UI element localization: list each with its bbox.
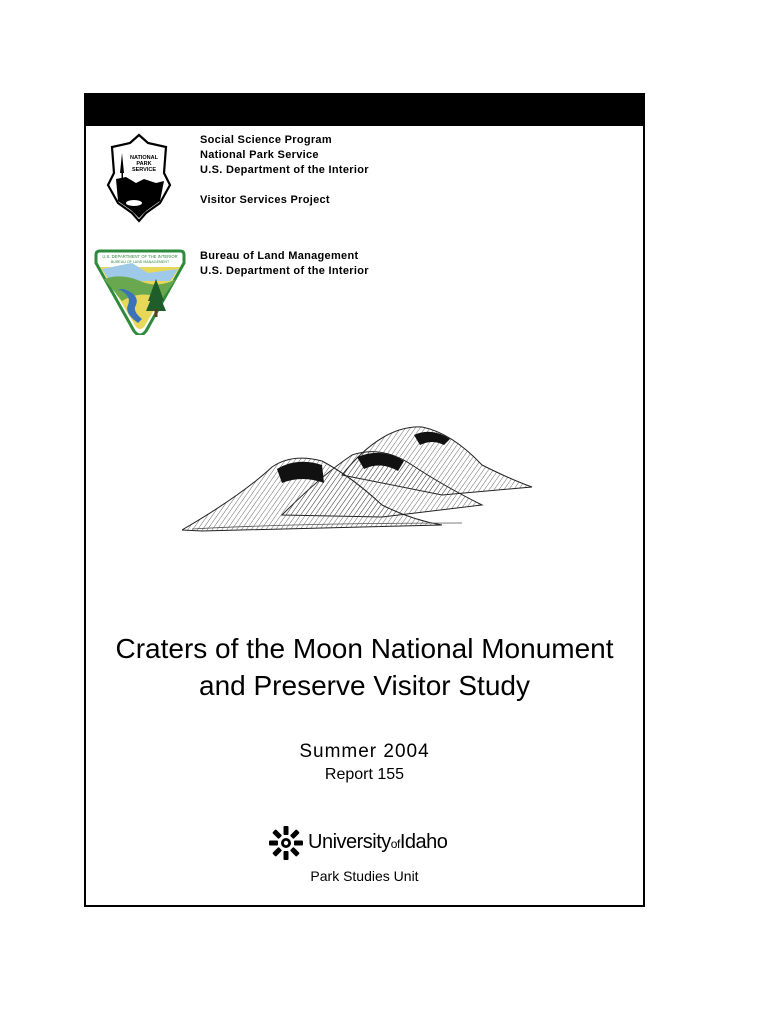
svg-text:SERVICE: SERVICE	[131, 167, 157, 173]
report-title	[86, 630, 643, 704]
svg-text:PARK: PARK	[136, 161, 152, 167]
svg-text:U.S. DEPARTMENT OF THE INTERIO: U.S. DEPARTMENT OF THE INTERIOR	[102, 254, 178, 259]
svg-text:BUREAU OF LAND MANAGEMENT: BUREAU OF LAND MANAGEMENT	[110, 260, 170, 264]
nps-agency-block	[200, 133, 369, 178]
university-name-part2: Idaho	[399, 831, 448, 853]
title-line-2: and Preserve Visitor Study	[199, 670, 530, 701]
university-sunburst-icon	[268, 825, 304, 861]
university-of-idaho-logo	[268, 825, 458, 865]
blm-line-2: U.S. Department of the Interior	[200, 265, 369, 277]
nps-line-2: National Park Service	[200, 149, 319, 161]
blm-logo	[92, 249, 188, 335]
svg-text:NATIONAL: NATIONAL	[129, 155, 159, 161]
park-studies-unit: Park Studies Unit	[310, 868, 419, 884]
season: Summer 2004	[299, 741, 430, 762]
university-name-part1: University	[308, 831, 391, 853]
nps-line-3: U.S. Department of the Interior	[200, 164, 369, 176]
blm-agency-block	[200, 249, 369, 279]
project-name: Visitor Services Project	[200, 194, 330, 206]
cover-frame	[84, 93, 645, 907]
report-number: Report 155	[324, 766, 405, 783]
blm-line-1: Bureau of Land Management	[200, 250, 359, 262]
university-name	[308, 831, 447, 854]
top-black-bar	[86, 95, 643, 126]
nps-line-1: Social Science Program	[200, 134, 332, 146]
university-name-of: of	[390, 837, 400, 851]
title-line-1: Craters of the Moon National Monument	[115, 633, 614, 664]
nps-arrowhead-logo	[104, 133, 174, 223]
volcanic-cones-illustration	[182, 405, 552, 535]
